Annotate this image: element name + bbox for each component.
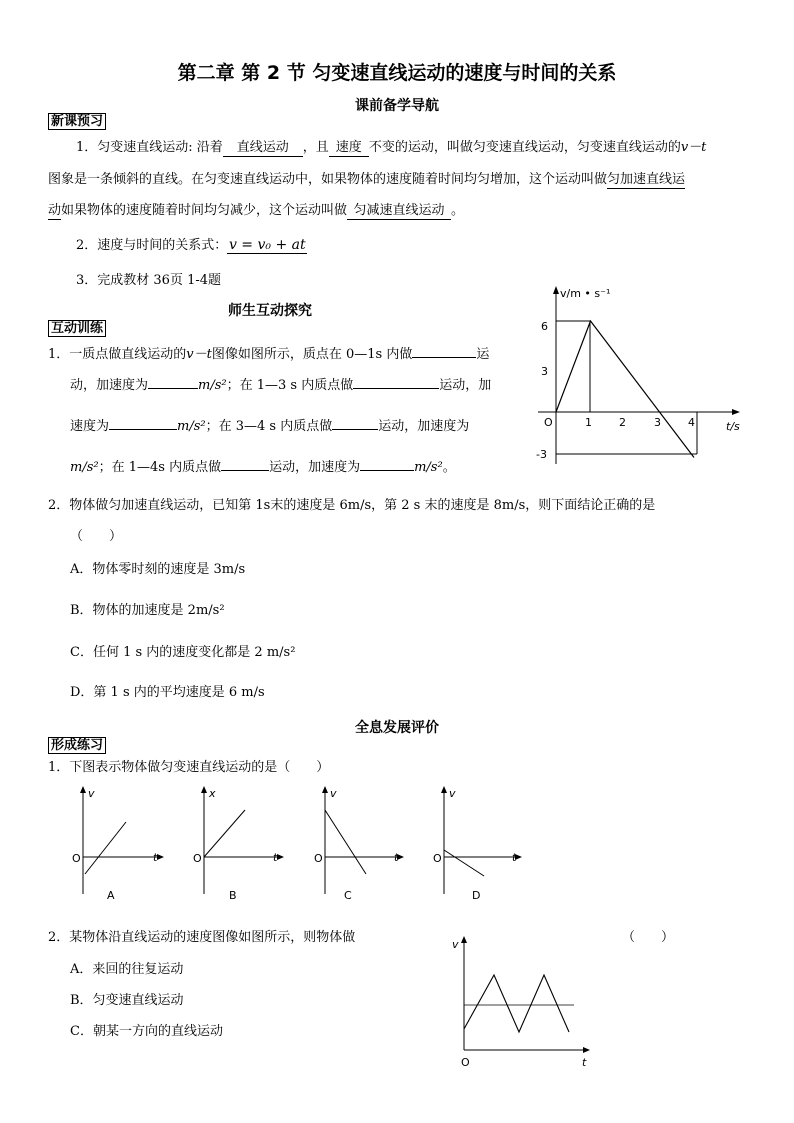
q2-option-d: D．第 1 s 内的平均速度是 6 m/s [70, 685, 265, 700]
section-heading-evaluation: 全息发展评价 [355, 720, 439, 736]
svg-text:O: O [433, 852, 442, 865]
vt-series-line [556, 321, 694, 458]
f2-paren: （ ） [622, 930, 675, 945]
graph-c-line [325, 810, 366, 874]
xtick-4: 4 [688, 416, 695, 429]
q2-paren: （ ） [70, 529, 123, 544]
chart-y-arrow [553, 286, 559, 294]
tag-new-lesson: 新课预习 [48, 113, 106, 130]
answer-accelerating-b: 动 [48, 203, 62, 218]
q1-blank-3 [353, 374, 439, 389]
ytick-6: 6 [541, 320, 548, 333]
p3-line: 3．完成教材 36页 1-4题 [76, 273, 222, 288]
svg-text:O: O [72, 852, 81, 865]
answer-decelerating: 匀减速直线运动 [347, 203, 451, 220]
p1-line3: 动如果物体的速度随着时间均匀减少，这个运动叫做 匀减速直线运动 。 [48, 203, 465, 218]
q2-text: 2．物体做匀加速直线运动，已知第 1s末的速度是 6m/s，第 2 s 末的速度是 8m/s，则下面结论正确的是 [48, 498, 656, 513]
q1-line4: m/s²；在 1—4s 内质点做 运动，加速度为 m/s²。 [70, 456, 456, 476]
chart-x-arrow [732, 409, 740, 415]
f1-text: 1．下图表示物体做匀变速直线运动的是（ ） [48, 760, 330, 775]
svg-text:v: v [452, 938, 459, 951]
page-title: 第二章 第 2 节 匀变速直线运动的速度与时间的关系 [177, 62, 617, 84]
f2-graph [448, 932, 598, 1072]
graph-c [314, 786, 404, 902]
svg-text:v: v [330, 787, 337, 800]
xtick-3: 3 [654, 416, 661, 429]
svg-text:v: v [88, 787, 95, 800]
q1-line2: 动，加速度为 m/s²；在 1—3 s 内质点做 运动，加 [70, 374, 491, 394]
vt-chart [530, 284, 750, 469]
svg-text:x: x [209, 787, 216, 800]
answer-straight-line: 直线运动 [223, 140, 303, 157]
q2-option-a: A．物体零时刻的速度是 3m/s [70, 562, 246, 577]
graph-b-label: B [229, 889, 237, 902]
q1-blank-1 [412, 343, 476, 358]
answer-accelerating-a: 匀加速直线运 [607, 172, 686, 187]
graph-d-line [444, 850, 484, 876]
svg-text:t: t [153, 851, 158, 864]
svg-text:t: t [582, 1056, 587, 1069]
xtick-1: 1 [585, 416, 592, 429]
q2-option-c: C．任何 1 s 内的速度变化都是 2 m/s² [70, 645, 296, 660]
graph-c-label: C [344, 889, 352, 902]
p1-line1: 1．匀变速直线运动: 沿着 直线运动 ，且 速度 不变的运动，叫做匀变速直线运动，匀变速直线运动的v－t [76, 140, 707, 155]
q1-blank-7 [360, 456, 414, 471]
ytick-neg3: -3 [536, 448, 547, 461]
graph-a-label: A [107, 889, 115, 902]
p1-line2: 图象是一条倾斜的直线。在匀变速直线运动中，如果物体的速度随着时间均匀增加，这个运动叫做匀加速直线运 [48, 172, 686, 187]
q1-blank-2 [148, 374, 198, 389]
tag-interactive-training: 互动训练 [48, 320, 106, 337]
f2-text: 2．某物体沿直线运动的速度图像如图所示，则物体做 [48, 930, 356, 945]
q1-line3: 速度为 m/s²；在 3—4 s 内质点做 运动，加速度为 [70, 415, 469, 435]
q1-blank-4 [109, 415, 177, 430]
velocity-formula: v = v₀ + at [228, 237, 306, 253]
chart-xlabel: t/s [726, 420, 740, 433]
four-graphs [60, 782, 540, 907]
section-heading-preview: 课前备学导航 [355, 98, 439, 114]
f2-option-a: A．来回的往复运动 [70, 962, 184, 977]
svg-text:t: t [512, 851, 517, 864]
graph-d [433, 786, 522, 902]
xtick-2: 2 [619, 416, 626, 429]
p2-line: 2．速度与时间的关系式： v = v₀ + at [76, 237, 306, 253]
ytick-3: 3 [541, 365, 548, 378]
section-heading-interactive: 师生互动探究 [228, 303, 312, 319]
graph-d-label: D [472, 889, 481, 902]
svg-text:O: O [193, 852, 202, 865]
graph-b-line [204, 810, 245, 857]
chart-ylabel: v/m • s⁻¹ [560, 287, 611, 300]
answer-speed: 速度 [329, 140, 369, 157]
svg-text:v: v [449, 787, 456, 800]
f2-zigzag-line [464, 975, 569, 1032]
graph-a-line [85, 822, 126, 874]
f2-option-b: B．匀变速直线运动 [70, 993, 184, 1008]
graph-a [72, 786, 164, 902]
svg-text:t: t [394, 851, 399, 864]
f2-option-c: C．朝某一方向的直线运动 [70, 1024, 223, 1039]
graph-b [193, 786, 284, 902]
q1-blank-6 [221, 456, 269, 471]
svg-text:O: O [461, 1056, 470, 1069]
chart-origin: O [544, 416, 553, 429]
tag-practice: 形成练习 [48, 737, 106, 754]
q1-line1: 1．一质点做直线运动的v－t图像如图所示，质点在 0—1s 内做 运 [48, 343, 489, 363]
svg-text:t: t [273, 851, 278, 864]
q2-option-b: B．物体的加速度是 2m/s² [70, 603, 225, 618]
q1-blank-5 [332, 415, 378, 430]
svg-text:O: O [314, 852, 323, 865]
